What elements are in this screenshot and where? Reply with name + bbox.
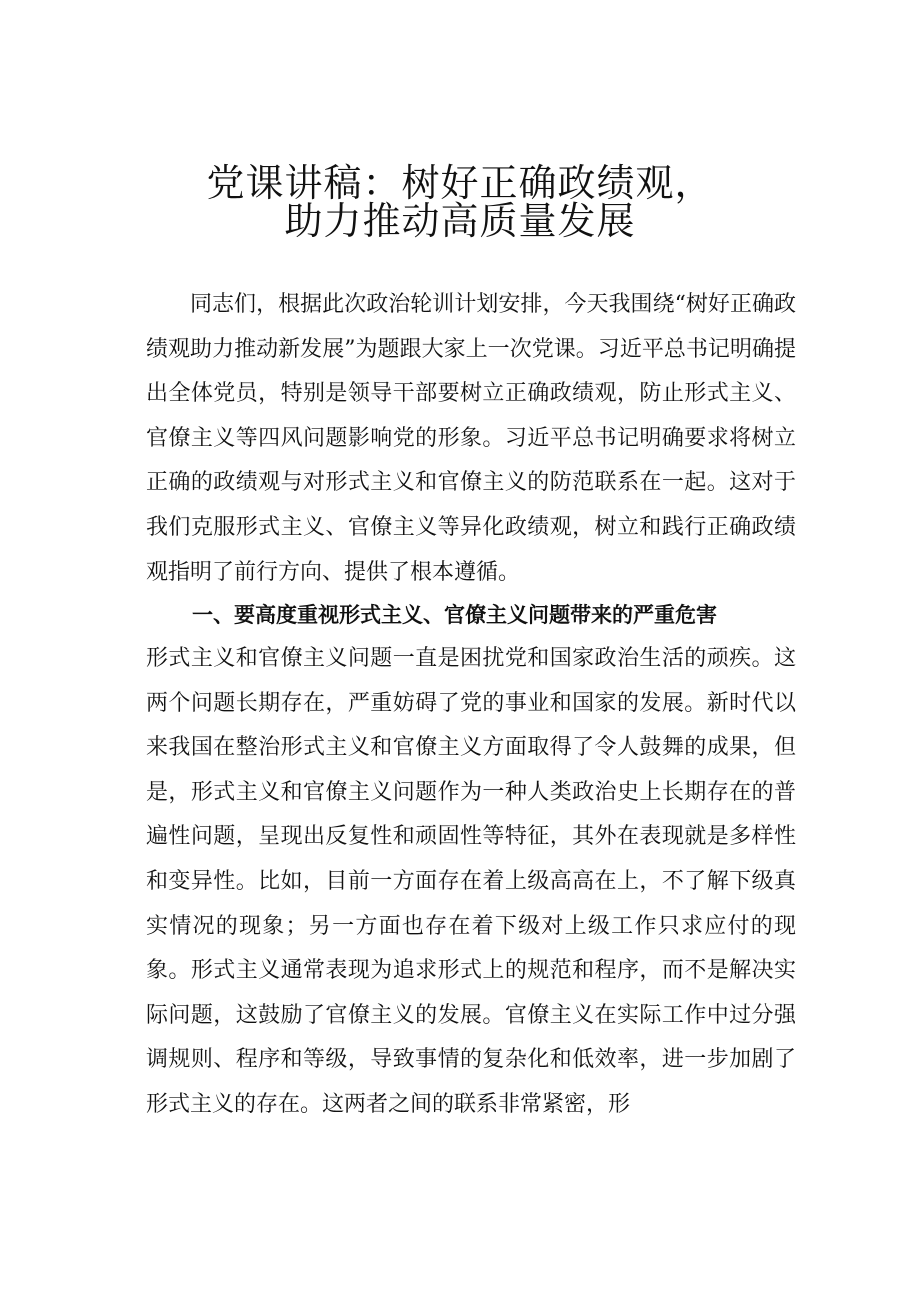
document-title-line-2: 助力推动高质量发展 (284, 199, 636, 243)
opening-paragraph: 同志们，根据此次政治轮训计划安排，今天我围绕“树好正确政绩观助力推动新发展”为题跟大家上一次党课。习近平总书记明确提出全体党员，特别是领导干部要树立正确政绩观，防止形式主义、官僚主义等四风问题影响党的形象。习近平总书记明确要求将树立正确的政绩观与对形式主义和官僚主义的防范联系在一起。这对于我们克服形式主义、官僚主义等异化政绩观，树立和践行正确政绩观指明了前行方向、提供了根本遵循。 (146, 292, 796, 585)
section-heading-1: 一、要高度重视形式主义、官僚主义问题带来的严重危害 (192, 603, 717, 627)
section-1-paragraph: 形式主义和官僚主义问题一直是困扰党和国家政治生活的顽疾。这两个问题长期存在，严重妨碍了党的事业和国家的发展。新时代以来我国在整治形式主义和官僚主义方面取得了令人鼓舞的成果，但是，形式主义和官僚主义问题作为一种人类政治史上长期存在的普遍性问题，呈现出反复性和顽固性等特征，其外在表现就是多样性和变异性。比如，目前一方面存在着上级高高在上，不了解下级真实情况的现象；另一方面也存在着下级对上级工作只求应付的现象。形式主义通常表现为追求形式上的规范和程序，而不是解决实际问题，这鼓励了官僚主义的发展。官僚主义在实际工作中过分强调规则、程序和等级，导致事情的复杂化和低效率，进一步加剧了形式主义的存在。这两者之间的联系非常紧密，形 (146, 646, 796, 1117)
document-title-line-1: 党课讲稿：树好正确政绩观， (206, 161, 714, 205)
